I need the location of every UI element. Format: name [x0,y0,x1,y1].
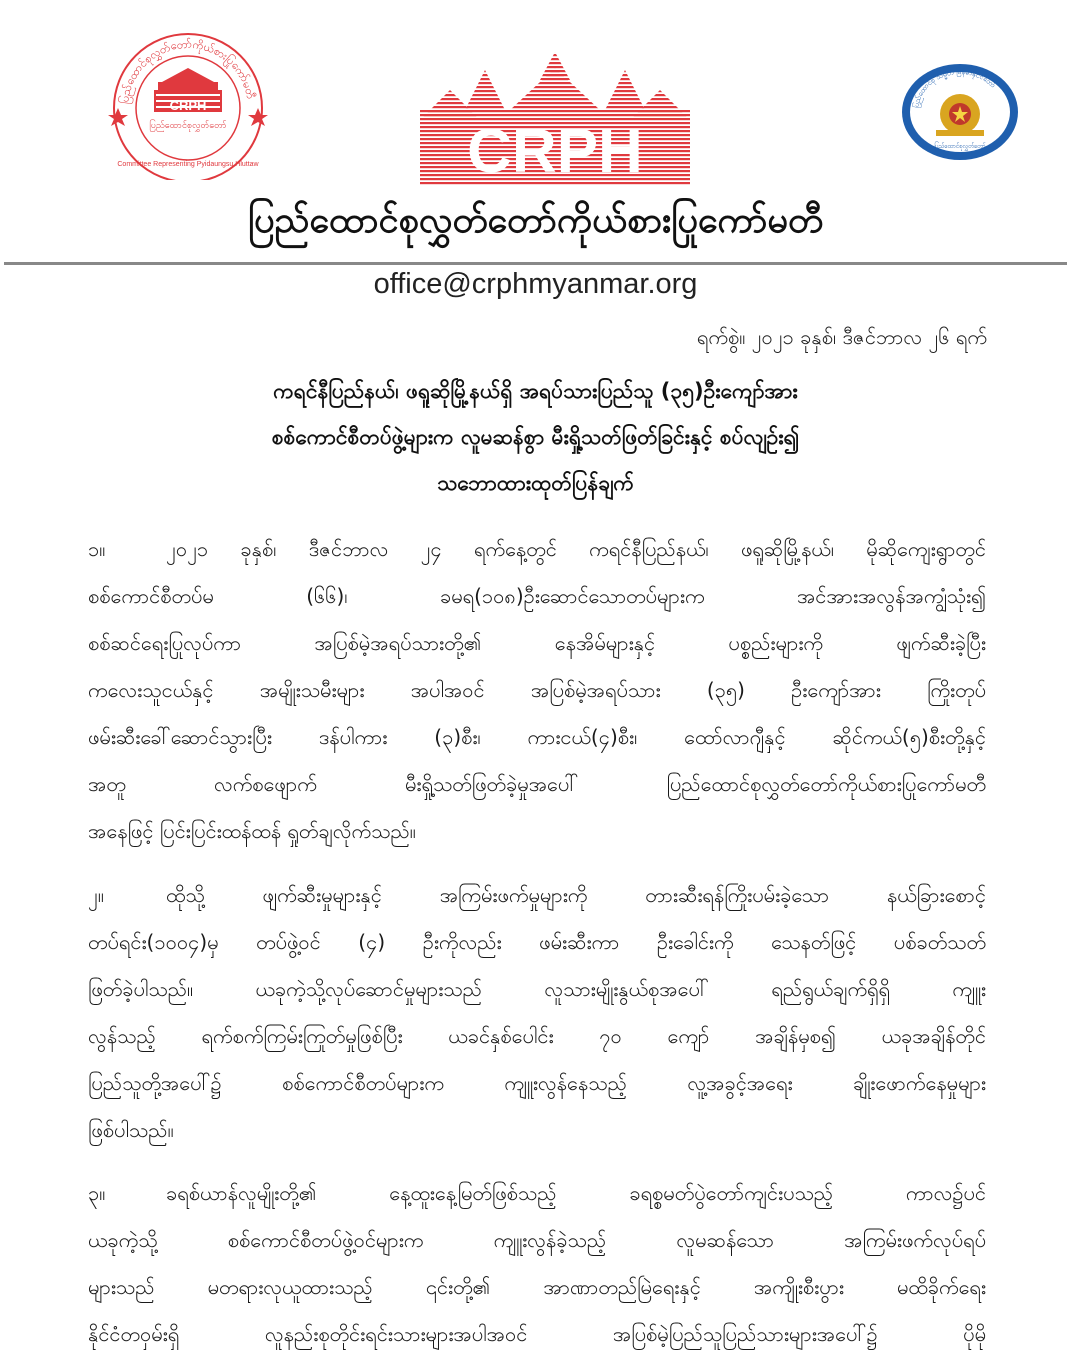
paragraph-line: များသည် မတရားလုယူထားသည့် ၎င်းတို့၏ အာဏာတည်မြဲရေးနှင့် အကျိုးစီးပွား မထိခိုက်ရေး [88,1275,986,1299]
paragraph-1 [88,526,986,855]
seal-left-arc-text: ပြည်ထောင်စုလွှတ်တော်ကိုယ်စားပြုကော်မတီ [118,37,258,105]
paragraph-number: ၁။ [88,537,106,561]
document-date: ရက်စွဲ။ ၂၀၂၁ ခုနှစ်၊ ဒီဇင်ဘာလ ၂၆ ရက် [696,325,987,349]
paragraph-number: ၂။ [88,883,104,907]
crph-logo [410,50,700,190]
seal-left-inner-text: ပြည်ထောင်စုလွှတ်တော် [149,121,227,131]
seal-left-logo-text: CRPH [169,98,207,113]
headline-line: သဘောထားထုတ်ပြန်ချက် [437,471,634,495]
letterhead [0,0,1071,262]
paragraph-line: ကလေးသူငယ်နှင့် အမျိုးသမီးများ အပါအဝင် အပြစ်မဲ့အရပ်သား (၃၅) ဦးကျော်အား ကြိုးတုပ် [88,678,986,702]
crph-logo-text: CRPH [467,117,643,186]
paragraph-number: ၃။ [88,1181,106,1205]
paragraph-line: ၂။ ထိုသို့ ဖျက်ဆီးမှုများနှင့် အကြမ်းဖက်မှုများကို တားဆီးရန်ကြိုးပမ်းခဲ့သော နယ်ခြားစောင့် [88,872,986,919]
headline-line: ကရင်နီပြည်နယ်၊ ဖရူဆိုမြို့နယ်ရှိ အရပ်သားပြည်သူ (၃၅)ဦးကျော်အား [273,379,798,403]
paragraph-line: ပြည်သူတို့အပေါ်၌ စစ်ကောင်စီတပ်များက ကျူးလွန်နေသည့် လူ့အခွင့်အရေး ချိုးဖောက်နေမှုများ [88,1071,986,1095]
seal-right-bottom-text: ပြည်ထောင်စုလွှတ်တော် [934,143,986,150]
seal-right-arc-text: ပြည်ထောင်စု သမ္မတ မြန်မာနိုင်ငံတော် [912,67,998,109]
paragraph-line: စစ်ကောင်စီတပ်မ (၆၆)၊ ခမရ(၁၀၈)ဦးဆောင်သောတပ်များက အင်အားအလွန်အကျွံသုံး၍ [88,584,986,608]
paragraph-2 [88,872,986,1154]
paragraph-line: အနေဖြင့် ပြင်းပြင်းထန်ထန် ရှုတ်ချလိုက်သည်။ [88,819,416,843]
paragraph-line: တပ်ရင်း(၁၀၀၄)မှ တပ်ဖွဲ့ဝင် (၄) ဦးကိုလည်း ဖမ်းဆီးကာ ဦးခေါင်းကို သေနတ်ဖြင့် ပစ်ခတ်သတ် [88,930,986,954]
paragraph-line: ဖမ်းဆီးခေါ်ဆောင်သွားပြီး ဒန်ပါကား (၃)စီး၊ ကားငယ်(၄)စီး၊ ထော်လာဂျီနှင့် ဆိုင်ကယ်(၅)စီးတို့နှင့် [88,725,986,749]
paragraph-line: ဖြတ်ခဲ့ပါသည်။ ယခုကဲ့သို့လုပ်ဆောင်မှုများသည် လူသားမျိုးနွယ်စုအပေါ် ရည်ရွယ်ချက်ရှိရှိ ကျူး [88,977,986,1001]
paragraph-3 [88,1170,986,1358]
committee-name: ပြည်ထောင်စုလွှတ်တော်ကိုယ်စားပြုကော်မတီ [247,200,824,241]
paragraph-line: လွန်သည့် ရက်စက်ကြမ်းကြုတ်မှုဖြစ်ပြီး ယခင်နှစ်ပေါင်း ၇၀ ကျော် အချိန်မှစ၍ ယခုအချိန်တိုင် [88,1024,986,1048]
crph-circular-seal [98,30,278,180]
hluttaw-emblem-seal [900,62,1020,162]
headline-line: စစ်ကောင်စီတပ်ဖွဲ့များက လူမဆန်စွာ မီးရှို့သတ်ဖြတ်ခြင်းနှင့် စပ်လျဉ်း၍ [271,425,800,449]
header-divider [4,262,1067,265]
paragraph-line: စစ်ဆင်ရေးပြုလုပ်ကာ အပြစ်မဲ့အရပ်သားတို့၏ နေအိမ်များနှင့် ပစ္စည်းများကို ဖျက်ဆီးခဲ့ပြီး [88,631,986,655]
seal-left-english-text: Committee Representing Pyidaungsu Hluttaw [117,161,259,168]
paragraph-line: ၃။ ခရစ်ယာန်လူမျိုးတို့၏ နေ့ထူးနေ့မြတ်ဖြစ်သည့် ခရစ္စမတ်ပွဲတော်ကျင်းပသည့် ကာလ၌ပင် [88,1170,986,1217]
paragraph-line: ယခုကဲ့သို့ စစ်ကောင်စီတပ်ဖွဲ့ဝင်များက ကျူးလွန်ခဲ့သည့် လူမဆန်သော အကြမ်းဖက်လုပ်ရပ် [88,1228,986,1252]
paragraph-line: ၁။ ၂၀၂၁ ခုနှစ်၊ ဒီဇင်ဘာလ ၂၄ ရက်နေ့တွင် ကရင်နီပြည်နယ်၊ ဖရူဆိုမြို့နယ်၊ မိုဆိုကျေးရွာတွင် [88,526,986,573]
paragraph-line: အတူ လက်စဖျောက် မီးရှို့သတ်ဖြတ်ခဲ့မှုအပေါ် ပြည်ထောင်စုလွှတ်တော်ကိုယ်စားပြုကော်မတီ [88,772,986,796]
paragraph-line: နိုင်ငံတဝှမ်းရှိ လူနည်းစုတိုင်းရင်းသားများအပါအဝင် အပြစ်မဲ့ပြည်သူပြည်သားများအပေါ်၌ ပိုမို [88,1322,986,1346]
email-address: office@crphmyanmar.org [373,268,698,300]
paragraph-line: ဖြစ်ပါသည်။ [88,1118,174,1142]
